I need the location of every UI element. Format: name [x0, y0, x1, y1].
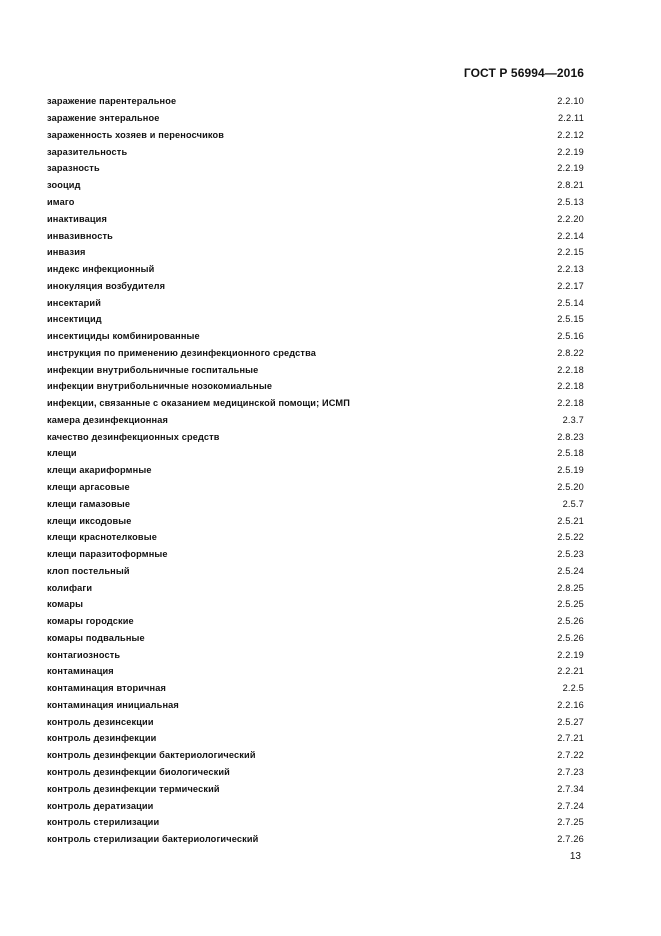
entry-term: контроль стерилизации бактериологический: [47, 834, 259, 845]
entry-code: 2.8.25: [557, 582, 584, 593]
index-entry: [47, 730, 584, 747]
entry-code: 2.7.21: [557, 733, 584, 744]
entry-code: 2.2.18: [557, 364, 584, 375]
index-list: [47, 93, 584, 847]
index-entry: [47, 764, 584, 781]
entry-code: 2.8.22: [557, 347, 584, 358]
index-entry: [47, 328, 584, 345]
entry-term: контаминация: [47, 666, 114, 677]
index-entry: [47, 713, 584, 730]
entry-term: клещи паразитоформные: [47, 549, 168, 560]
index-entry: [47, 311, 584, 328]
entry-code: 2.5.18: [557, 448, 584, 459]
entry-code: 2.5.27: [557, 716, 584, 727]
index-entry: [47, 93, 584, 110]
entry-term: контроль дезинфекции бактериологический: [47, 750, 256, 761]
index-entry: [47, 210, 584, 227]
entry-term: заразительность: [47, 146, 128, 157]
entry-term: инструкция по применению дезинфекционного средства: [47, 347, 317, 358]
index-entry: [47, 562, 584, 579]
entry-term: зараженность хозяев и переносчиков: [47, 129, 225, 140]
index-entry: [47, 780, 584, 797]
index-entry: [47, 495, 584, 512]
index-entry: [47, 244, 584, 261]
entry-term: качество дезинфекционных средств: [47, 431, 220, 442]
entry-term: инфекции внутрибольничные госпитальные: [47, 364, 259, 375]
entry-code: 2.3.7: [562, 414, 584, 425]
index-entry: [47, 747, 584, 764]
index-entry: [47, 143, 584, 160]
entry-term: инокуляция возбудителя: [47, 280, 166, 291]
entry-code: 2.2.19: [557, 146, 584, 157]
index-entry: [47, 261, 584, 278]
index-entry: [47, 344, 584, 361]
entry-term: клещи акариформные: [47, 465, 152, 476]
entry-code: 2.2.14: [557, 230, 584, 241]
index-entry: [47, 378, 584, 395]
entry-term: инфекции внутрибольничные нозокомиальные: [47, 381, 273, 392]
index-entry: [47, 412, 584, 429]
index-entry: [47, 546, 584, 563]
entry-code: 2.2.13: [557, 264, 584, 275]
entry-term: инвазивность: [47, 230, 113, 241]
entry-code: 2.5.22: [557, 532, 584, 543]
entry-term: комары подвальные: [47, 632, 145, 643]
index-entry: [47, 797, 584, 814]
entry-term: заражение парентеральное: [47, 96, 177, 107]
index-entry: [47, 630, 584, 647]
entry-code: 2.5.16: [557, 331, 584, 342]
entry-code: 2.5.21: [557, 515, 584, 526]
entry-term: инактивация: [47, 213, 107, 224]
standard-header: ГОСТ Р 56994—2016: [463, 66, 584, 80]
index-entry: [47, 479, 584, 496]
entry-code: 2.5.25: [557, 599, 584, 610]
index-entry: [47, 160, 584, 177]
entry-term: камера дезинфекционная: [47, 414, 168, 425]
entry-code: 2.5.13: [557, 196, 584, 207]
entry-code: 2.5.15: [557, 314, 584, 325]
entry-term: зооцид: [47, 180, 81, 191]
entry-term: клещи гамазовые: [47, 498, 131, 509]
index-entry: [47, 227, 584, 244]
entry-code: 2.2.19: [557, 649, 584, 660]
entry-term: клещи краснотелковые: [47, 532, 157, 543]
page-number: 13: [569, 851, 581, 862]
index-entry: [47, 646, 584, 663]
entry-code: 2.5.19: [557, 465, 584, 476]
entry-code: 2.7.34: [557, 783, 584, 794]
index-entry: [47, 110, 584, 127]
index-entry: [47, 680, 584, 697]
entry-code: 2.7.23: [557, 767, 584, 777]
entry-code: 2.2.16: [557, 699, 584, 710]
entry-term: колифаги: [47, 582, 93, 593]
entry-code: 2.5.26: [557, 616, 584, 627]
entry-term: имаго: [47, 196, 75, 207]
entry-code: 2.2.15: [557, 247, 584, 258]
entry-term: комары: [47, 599, 84, 610]
index-entry: [47, 194, 584, 211]
entry-term: контроль дезинфекции термический: [47, 783, 220, 794]
entry-code: 2.7.24: [557, 800, 584, 811]
index-entry: [47, 831, 584, 848]
entry-code: 2.2.18: [557, 381, 584, 392]
entry-term: комары городские: [47, 616, 134, 627]
index-entry: [47, 277, 584, 294]
entry-term: клещи аргасовые: [47, 481, 130, 492]
entry-code: 2.5.24: [557, 565, 584, 576]
entry-code: 2.7.22: [557, 750, 584, 761]
entry-code: 2.8.21: [557, 180, 584, 191]
entry-code: 2.2.18: [557, 398, 584, 409]
entry-code: 2.2.5: [562, 683, 584, 694]
index-entry: [47, 579, 584, 596]
entry-code: 2.5.7: [562, 498, 584, 509]
index-entry: [47, 814, 584, 831]
entry-term: заражение энтеральное: [47, 113, 160, 124]
index-entry: [47, 361, 584, 378]
index-entry: [47, 529, 584, 546]
entry-term: инсектицид: [47, 314, 102, 325]
entry-code: 2.5.23: [557, 549, 584, 560]
index-entry: [47, 596, 584, 613]
entry-term: инсектициды комбинированные: [47, 331, 200, 342]
entry-term: контроль дезинфекции: [47, 733, 157, 744]
index-entry: [47, 445, 584, 462]
index-entry: [47, 663, 584, 680]
index-entry: [47, 177, 584, 194]
index-entry: [47, 294, 584, 311]
index-entry: [47, 395, 584, 412]
index-entry: [47, 428, 584, 445]
entry-code: 2.2.17: [557, 280, 584, 291]
entry-code: 2.2.19: [557, 163, 584, 174]
entry-term: контаминация вторичная: [47, 683, 166, 694]
entry-code: 2.2.20: [557, 213, 584, 224]
entry-code: 2.2.21: [557, 666, 584, 677]
entry-term: клоп постельный: [47, 565, 130, 576]
entry-code: 2.8.23: [557, 431, 584, 442]
entry-term: контроль стерилизации: [47, 817, 160, 828]
entry-code: 2.7.26: [557, 834, 584, 845]
entry-code: 2.2.10: [557, 96, 584, 107]
entry-code: 2.5.14: [557, 297, 584, 308]
entry-code: 2.2.12: [557, 129, 584, 140]
entry-term: контроль дератизации: [47, 800, 154, 811]
entry-term: инфекции, связанные с оказанием медицинской помощи; ИСМП: [47, 398, 350, 409]
entry-term: индекс инфекционный: [47, 264, 155, 275]
index-entry: [47, 512, 584, 529]
entry-term: клещи иксодовые: [47, 515, 132, 526]
entry-code: 2.7.25: [557, 817, 584, 828]
entry-term: инвазия: [47, 247, 86, 258]
entry-term: контроль дезинсекции: [47, 716, 154, 727]
entry-term: контаминация инициальная: [47, 699, 179, 710]
entry-term: инсектарий: [47, 297, 102, 308]
entry-term: контроль дезинфекции биологический: [47, 767, 230, 777]
entry-term: клещи: [47, 448, 77, 459]
index-entry: [47, 697, 584, 714]
entry-code: 2.2.11: [557, 113, 584, 124]
entry-term: заразность: [47, 163, 100, 174]
index-entry: [47, 462, 584, 479]
entry-code: 2.5.26: [557, 632, 584, 643]
entry-term: контагиозность: [47, 649, 121, 660]
index-entry: [47, 127, 584, 144]
entry-code: 2.5.20: [557, 481, 584, 492]
index-entry: [47, 613, 584, 630]
